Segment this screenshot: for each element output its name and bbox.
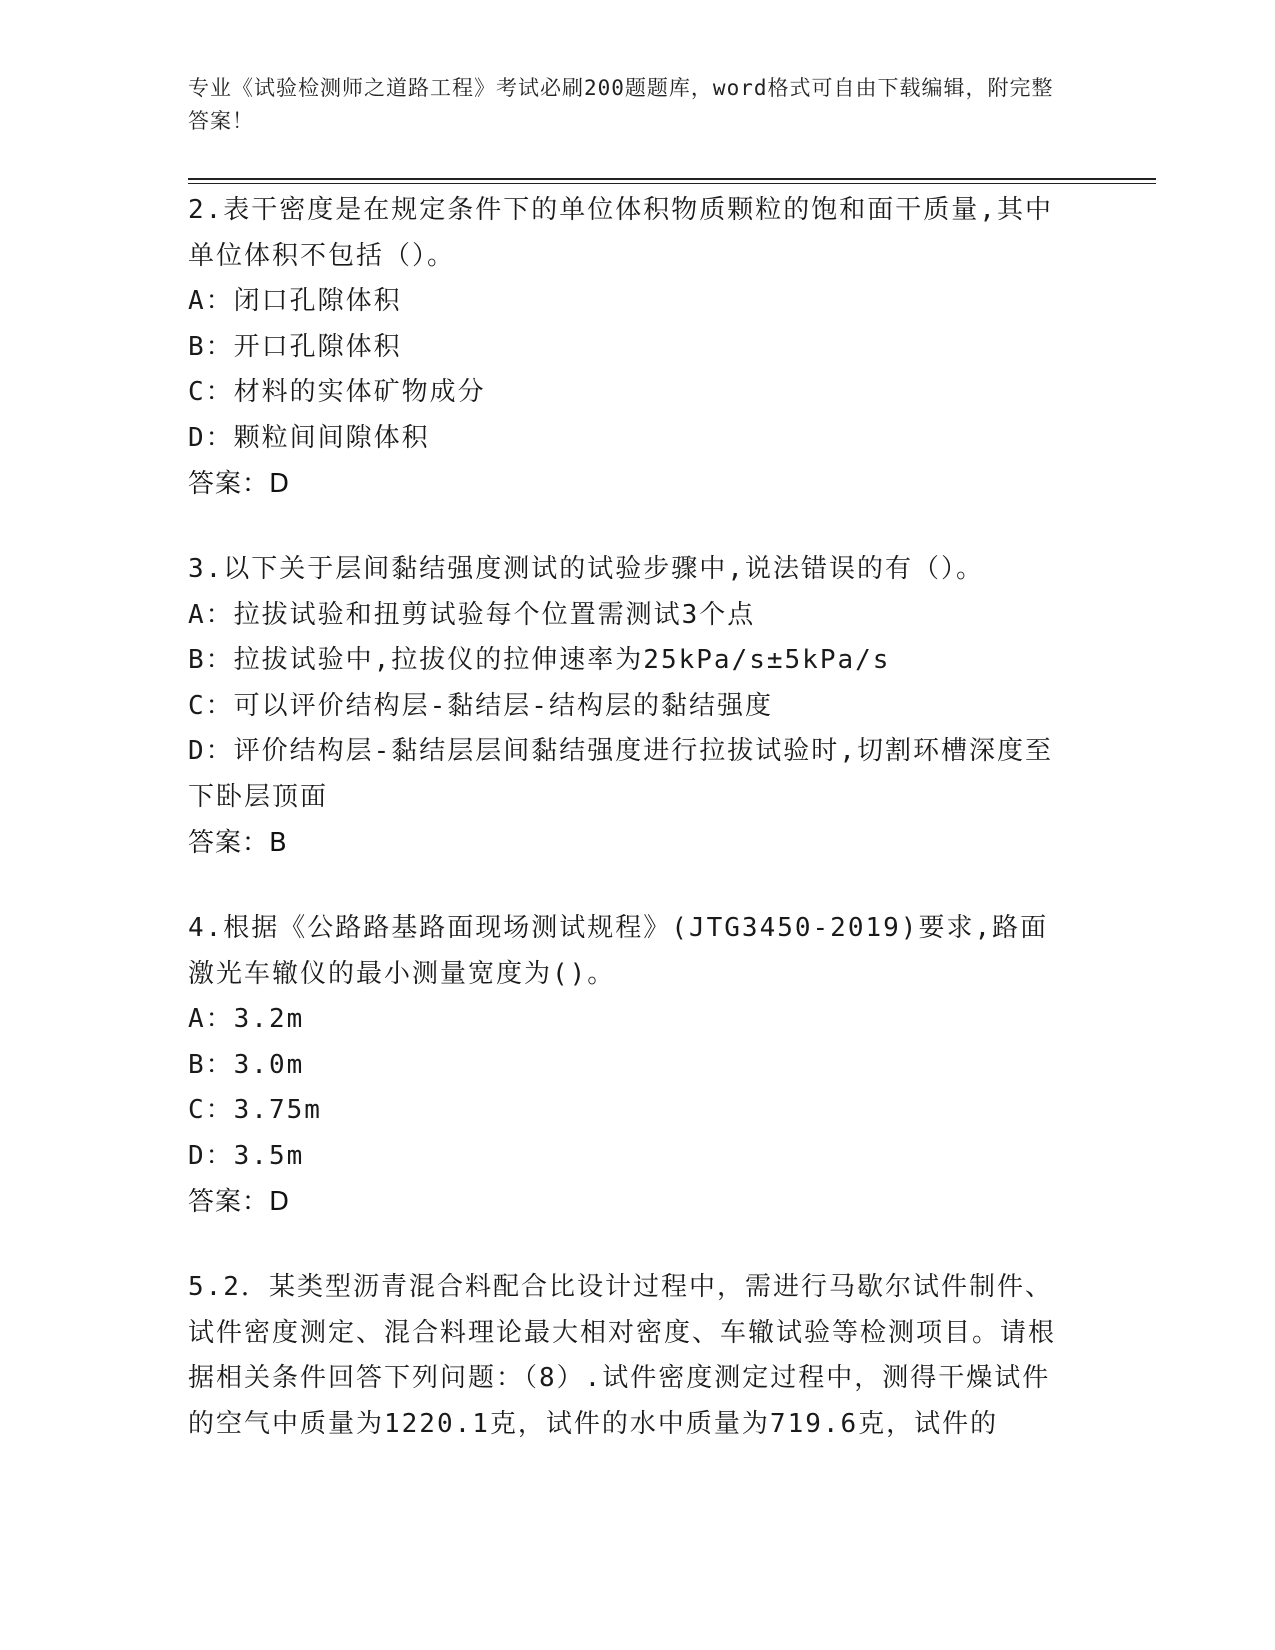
option-d: D：3.5m bbox=[188, 1140, 305, 1171]
option-d: D：评价结构层-黏结层层间黏结强度进行拉拔试验时,切割环槽深度至下卧层顶面 bbox=[188, 736, 1053, 812]
option-b: B：3.0m bbox=[188, 1049, 305, 1080]
header-divider-thin bbox=[188, 183, 1156, 184]
question-stem: 4.根据《公路路基路面现场测试规程》(JTG3450-2019)要求,路面激光车辙仪的最小测量宽度为()。 bbox=[188, 913, 1049, 989]
answer-line: 答案：D bbox=[188, 469, 291, 499]
question-item bbox=[188, 547, 1068, 866]
question-stem: 3.以下关于层间黏结强度测试的试验步骤中,说法错误的有（）。 bbox=[188, 554, 984, 584]
option-a: A：拉拔试验和扭剪试验每个位置需测试3个点 bbox=[188, 599, 756, 630]
option-b: B：开口孔隙体积 bbox=[188, 331, 402, 362]
document-header: 专业《试验检测师之道路工程》考试必刷200题题库，word格式可自由下载编辑，附完整答案！ bbox=[188, 76, 1054, 133]
option-d: D：颗粒间间隙体积 bbox=[188, 422, 430, 453]
question-list bbox=[188, 188, 1068, 1487]
question-item bbox=[188, 1265, 1068, 1447]
question-stem: 2.表干密度是在规定条件下的单位体积物质颗粒的饱和面干质量,其中单位体积不包括（）。 bbox=[188, 195, 1053, 271]
option-a: A：闭口孔隙体积 bbox=[188, 286, 402, 316]
question-item bbox=[188, 906, 1068, 1225]
option-c: C：可以评价结构层-黏结层-结构层的黏结强度 bbox=[188, 690, 773, 721]
question-item bbox=[188, 188, 1068, 507]
option-c: C：材料的实体矿物成分 bbox=[188, 377, 486, 407]
answer-line: 答案：D bbox=[188, 1187, 291, 1217]
option-c: C：3.75m bbox=[188, 1095, 322, 1125]
question-stem: 5.2．某类型沥青混合料配合比设计过程中，需进行马歇尔试件制件、试件密度测定、混合料理论最大相对密度、车辙试验等检测项目。请根据相关条件回答下列问题：（8）.试件密度测定过程中，测得干燥试件的空气中质量为1220.1克，试件的水中质量为719.6克，试件的 bbox=[188, 1272, 1057, 1439]
header-divider-thick bbox=[188, 178, 1156, 180]
option-a: A：3.2m bbox=[188, 1004, 305, 1034]
option-b: B：拉拔试验中,拉拔仪的拉伸速率为25kPa/s±5kPa/s bbox=[188, 645, 891, 675]
answer-line: 答案：B bbox=[188, 828, 288, 858]
